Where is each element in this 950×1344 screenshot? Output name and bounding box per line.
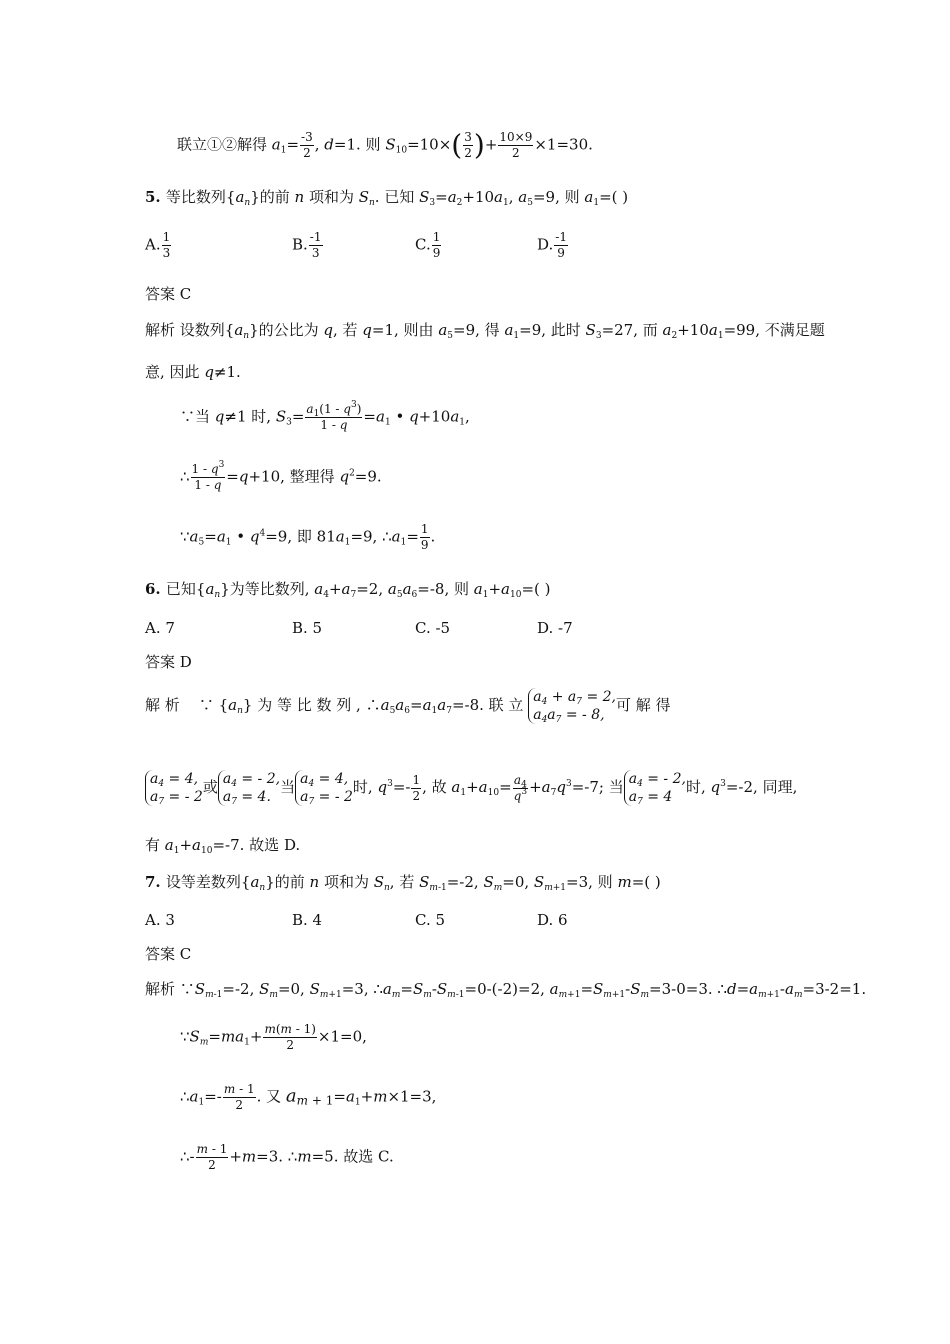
q7-analysis-line-3: $\therefore a_1=-$ $\frac{m - 1}{2}$ . 又 $a_{m + 1}=a_1+m\times 1=3$,	[180, 1082, 437, 1112]
q7-option-d: D. 6	[537, 911, 568, 929]
q5-question: 5. 等比数列$\{a_n\}$的前 n 项和为 $S_n$. 已知 $S_3=a_2+10a_1$, $a_5=9$, 则 $a_1=$( )	[145, 188, 629, 208]
q7-analysis-line-1: 解析 $\because S_{m-1}=-2$, $S_m=0$, $S_{m+1}=3$, $\therefore a_m=S_m-S_{m-1}=0-(-2)=2$, $a_{m+1}=S_{m+1}-S_m=3-0=3$. $\therefore d=a_{m+1}-a_m=3-2=1$.	[145, 980, 867, 1000]
q7-answer: 答案 C	[145, 945, 192, 963]
q5-analysis-line-4: ∴ $\frac{1 - q^3}{1 - q}$ =q+10, 整理得 $q^2=9$.	[180, 460, 382, 492]
q5-option-d: D. $\frac{-1}{9}$	[537, 230, 567, 260]
q7-question: 7. 设等差数列$\{a_n\}$的前 n 项和为 $S_n$, 若 $S_{m-1}=-2$, $S_m=0$, $S_{m+1}=3$, 则 m=( )	[145, 873, 661, 893]
q6-analysis-line-3: 有 $a_1+a_{10}=-7$. 故选 D.	[145, 836, 301, 856]
q6-analysis-line-1: 解 析 ∵ $\{a_n\}$ 为 等 比 数 列 , $\therefore a_5a_6=a_1a_7=-8$. 联 立 $a_4 + a_7 = 2$, $a_4a_7$ = - 8, 可 解 得	[145, 689, 671, 726]
q7-analysis-line-2: $\because S_m=ma_1+$ $\frac{m(m - 1)}{2}$ ×1=0,	[180, 1022, 367, 1052]
q7-option-a: A. 3	[145, 911, 175, 929]
q7-option-b: B. 4	[292, 911, 323, 929]
q5-analysis-line-3: ∵当 q≠1 时, $S_3=$ $\frac{a_1(1 - q^3)}{1 - q}$ $=a_1$ • $q+10a_1$,	[180, 400, 470, 432]
q6-option-c: C. -5	[415, 619, 451, 637]
q5-option-c: C. $\frac{1}{9}$	[415, 230, 441, 260]
q4-solution-tail: 联立①②解得 $a_1=$ $\frac{-3}{2}$ , d=1. 则 $S_{10}=10\times$( $\frac{3}{2}$ )+ $\frac{10\times 9}{2}$ ×1=30.	[177, 128, 593, 162]
q7-analysis-line-4: ∴- $\frac{m - 1}{2}$ +m=3. ∴m=5. 故选 C.	[180, 1142, 394, 1172]
q6-option-a: A. 7	[145, 619, 175, 637]
q5-analysis-line-2: 意, 因此 q≠1.	[145, 363, 241, 381]
q6-option-d: D. -7	[537, 619, 573, 637]
q7-option-c: C. 5	[415, 911, 446, 929]
q6-option-b: B. 5	[292, 619, 323, 637]
q5-answer: 答案 C	[145, 285, 192, 303]
q6-analysis-line-2: $a_4 = 4$, $a_7$ = - 2 或 $a_4$ = - 2, $a_7 = 4$. 当 $a_4 = 4$, $a_7$ = - 2 时, $q^3=-$ $\frac{1}{2}$ , 故 $a_1+a_{10}=$ $\frac{a_4}{q^3}$ $+a_7q^3=-7$; 当 $a_4$ = - 2, $a_7 = 4$ 时, $q^3=-2$, 同理,	[145, 770, 797, 806]
q6-answer: 答案 D	[145, 653, 192, 671]
q5-option-a: A. $\frac{1}{3}$	[145, 230, 171, 260]
q5-analysis-line-5: $\because a_5=a_1$ • $q^4=9$, 即 $81a_1=9$, $\therefore a_1=$ $\frac{1}{9}$ .	[180, 522, 436, 552]
q5-option-b: B. $\frac{-1}{3}$	[292, 230, 322, 260]
q5-analysis-line-1: 解析 设数列$\{a_n\}$的公比为 q, 若 q=1, 则由 $a_5=9$, 得 $a_1=9$, 此时 $S_3=27$, 而 $a_2+10a_1=99$, 不满足题	[145, 321, 825, 341]
q6-question: 6. 已知$\{a_n\}$为等比数列, $a_4+a_7=2$, $a_5a_6=-8$, 则 $a_1+a_{10}=$( )	[145, 580, 551, 600]
